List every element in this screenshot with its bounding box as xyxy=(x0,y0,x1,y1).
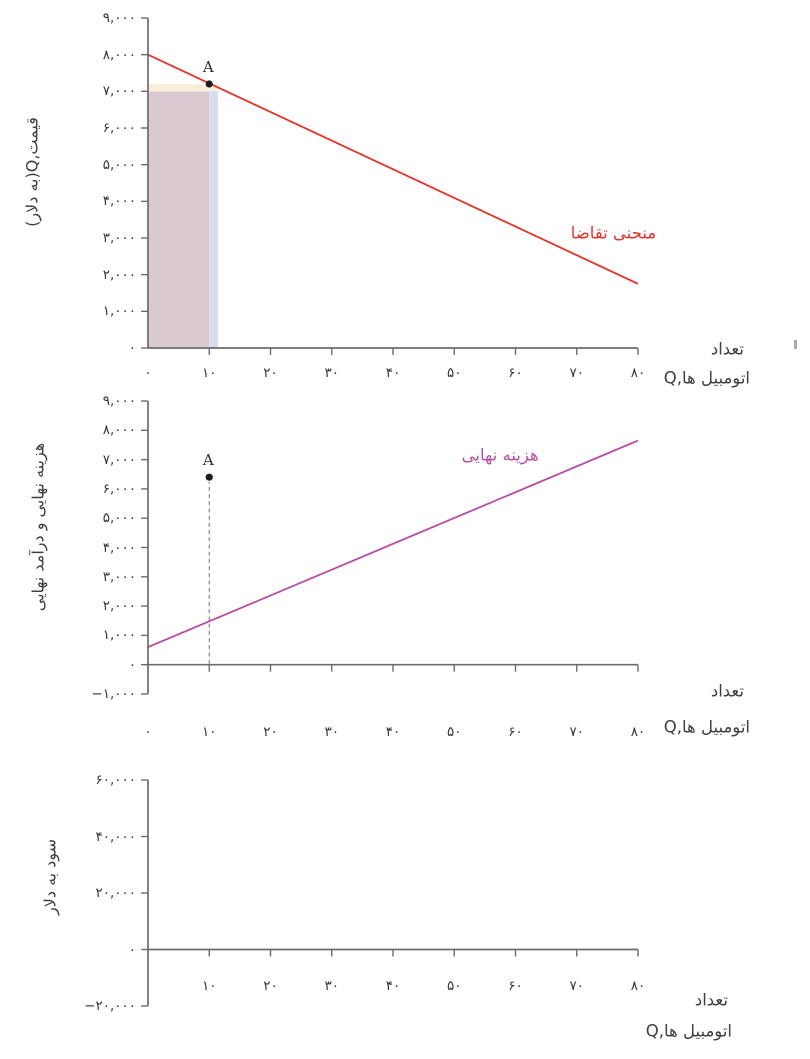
x-tick-label: ۴۰ xyxy=(385,365,401,381)
demand-x-axis-title-line1: تعداد xyxy=(710,339,744,359)
y-tick-label: ۷,۰۰۰ xyxy=(102,83,136,100)
marginal-y-axis-title: هزینه نهایی و درآمد نهایی xyxy=(28,442,48,612)
demand-x-axis-title-line2: اتومبیل ها,Q xyxy=(663,368,750,388)
y-tick-label: ۱,۰۰۰ xyxy=(102,627,136,644)
y-tick-label: ۳,۰۰۰ xyxy=(102,230,136,246)
y-tick-label: ۵,۰۰۰ xyxy=(102,510,136,527)
x-tick-label: ۷۰ xyxy=(569,365,585,381)
x-tick-label: ۱۰ xyxy=(201,724,217,740)
y-tick-label: ۶,۰۰۰ xyxy=(102,120,136,136)
y-tick-label: ۰ xyxy=(128,340,136,356)
x-tick-label: ۶۰ xyxy=(508,365,523,381)
point-a-label: A xyxy=(202,58,214,76)
y-tick-label: ۹,۰۰۰ xyxy=(102,393,136,409)
x-tick-label: ۰ xyxy=(144,365,152,381)
x-tick-label: ۳۰ xyxy=(324,365,340,381)
marginal-x-axis-title-line2: اتومبیل ها,Q xyxy=(663,717,750,737)
y-tick-label: ۵,۰۰۰ xyxy=(102,156,136,173)
page-edge-artifact xyxy=(794,340,797,349)
x-tick-label: ۸۰ xyxy=(630,978,646,994)
y-tick-label: ۸,۰۰۰ xyxy=(102,46,136,63)
x-tick-label: ۱۰ xyxy=(201,365,217,381)
y-tick-label: ۳,۰۰۰ xyxy=(102,568,136,585)
y-tick-label: ۴۰,۰۰۰ xyxy=(95,828,136,845)
x-tick-label: ۸۰ xyxy=(630,365,646,381)
marginal-cost-curve-label: هزینه نهایی xyxy=(461,445,539,465)
x-tick-label: ۰ xyxy=(144,724,152,740)
marginal-x-axis-title-line1: تعداد xyxy=(710,681,744,701)
x-tick-label: ۵۰ xyxy=(446,724,462,740)
y-tick-label: ۱,۰۰۰ xyxy=(102,303,136,320)
y-tick-label: ۲۰,۰۰۰ xyxy=(95,885,136,901)
x-tick-label: ۳۰ xyxy=(324,978,340,994)
x-tick-label: ۲۰ xyxy=(263,365,278,381)
x-tick-label: ۴۰ xyxy=(385,724,401,740)
y-tick-label: ۴,۰۰۰ xyxy=(102,539,136,556)
x-tick-label: ۷۰ xyxy=(569,724,585,740)
x-tick-label: ۷۰ xyxy=(569,978,585,994)
y-tick-label: ۶,۰۰۰ xyxy=(102,480,136,497)
y-tick-label: ۰ xyxy=(128,941,136,958)
y-tick-label: −۱,۰۰۰ xyxy=(91,686,136,702)
profit-x-axis-title-line2: اتومبیل ها,Q xyxy=(645,1021,732,1041)
y-tick-label: ۹,۰۰۰ xyxy=(102,10,136,26)
x-tick-label: ۵۰ xyxy=(446,365,462,381)
y-tick-label: ۷,۰۰۰ xyxy=(102,451,136,468)
x-tick-label: ۶۰ xyxy=(508,724,523,740)
x-tick-label: ۵۰ xyxy=(446,978,462,994)
x-tick-label: ۶۰ xyxy=(508,978,523,994)
y-tick-label: ۴,۰۰۰ xyxy=(102,193,136,210)
x-tick-label: ۲۰ xyxy=(263,978,278,994)
x-tick-label: ۴۰ xyxy=(385,978,401,994)
demand-y-axis-title: قیمت,Q(به دلار) xyxy=(22,117,42,227)
point-a-label: A xyxy=(202,451,214,470)
x-tick-label: ۲۰ xyxy=(263,724,278,740)
x-tick-label: ۳۰ xyxy=(324,724,340,740)
y-tick-label: ۰ xyxy=(128,656,136,673)
y-tick-label: −۲۰,۰۰۰ xyxy=(84,998,136,1014)
y-tick-label: ۸,۰۰۰ xyxy=(102,422,136,439)
y-tick-label: ۲,۰۰۰ xyxy=(102,266,136,283)
x-tick-label: ۸۰ xyxy=(630,724,646,740)
demand-curve-label: منحنی تقاضا xyxy=(570,223,657,242)
y-tick-label: ۶۰,۰۰۰ xyxy=(95,772,136,788)
profit-y-axis-title: سود به دلار xyxy=(40,839,60,915)
y-tick-label: ۲,۰۰۰ xyxy=(102,598,136,615)
profit-x-axis-title-line1: تعداد xyxy=(694,990,728,1010)
x-tick-label: ۱۰ xyxy=(201,978,217,994)
